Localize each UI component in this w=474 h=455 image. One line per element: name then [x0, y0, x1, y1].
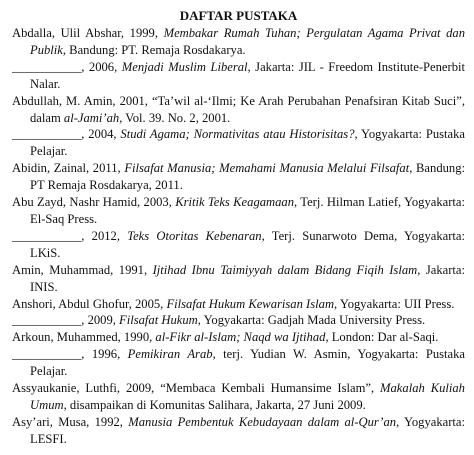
reference-text: , Bandung: PT. Remaja Rosdakarya.	[62, 42, 246, 57]
reference-list	[12, 25, 465, 448]
reference-entry	[12, 126, 465, 160]
reference-title-italic: al-Jami’ah	[63, 110, 120, 125]
reference-text: Abdullah, M. Amin, 2001, “Ta’wil al-‘Ilmi; Ke Arah Perubahan Penafsiran Kitab Suci”, dalam	[12, 93, 465, 125]
reference-title-italic: Kritik Teks Keagamaan	[175, 195, 295, 210]
reference-entry	[12, 160, 465, 194]
reference-text: Abdalla, Ulil Abshar, 1999,	[12, 26, 164, 40]
reference-text: , Jakarta: JIL - Freedom Institute-Penerbit Nalar.	[30, 59, 465, 91]
reference-text: Abu Zayd, Nashr Hamid, 2003,	[12, 195, 176, 210]
reference-entry	[12, 262, 465, 296]
reference-title-italic: Manusia Pembentuk Kebudayaan dalam al-Qur’an	[128, 414, 397, 429]
reference-title-italic: Membakar Rumah Tuhan; Pergulatan Agama Privat dan Publik	[30, 26, 465, 57]
bibliography-page	[12, 8, 465, 448]
reference-title-italic: Studi Agama; Normativitas atau Historisitas?	[120, 127, 355, 142]
reference-entry	[12, 380, 465, 414]
reference-entry	[12, 296, 465, 313]
reference-title-italic: al-Fikr al-Islam; Naqd wa Ijtihad	[155, 330, 326, 345]
reference-text: , disampaikan di Komunitas Salihara, Jakarta, 27 Juni 2009.	[63, 397, 366, 412]
reference-title-italic: Filsafat Manusia; Memahami Manusia Melalui Filsafat	[124, 161, 410, 176]
reference-text: , Yogyakarta: Gadjah Mada University Press.	[197, 313, 426, 328]
reference-entry	[12, 59, 465, 93]
reference-entry	[12, 194, 465, 228]
reference-text: ___________, 2006,	[12, 59, 122, 74]
reference-text: Abidin, Zainal, 2011,	[12, 161, 125, 176]
reference-title-italic: Menjadi Muslim Liberal	[121, 59, 248, 74]
reference-entry	[12, 228, 465, 262]
reference-entry	[12, 93, 465, 127]
reference-text: , Vol. 39. No. 2, 2001.	[119, 110, 231, 125]
reference-text: , London: Dar al-Saqi.	[325, 330, 439, 345]
reference-text: Arkoun, Muhammed, 1990,	[12, 330, 156, 345]
reference-text: Asy’ari, Musa, 1992,	[12, 414, 129, 429]
reference-title-italic: Ijtihad Ibnu Taimiyyah dalam Bidang Fiqih Islam	[152, 262, 418, 277]
reference-text: ___________, 2004,	[12, 127, 121, 142]
reference-title-italic: Makalah Kuliah Umum	[30, 381, 465, 412]
reference-text: , Yogyakarta: Pustaka Pelajar.	[30, 127, 465, 159]
reference-text: ___________, 1996,	[12, 347, 128, 362]
reference-text: , Yogyakarta: UII Press.	[334, 296, 455, 311]
reference-text: , Jakarta: INIS.	[30, 262, 465, 294]
reference-text: , Terj. Hilman Latief, Yogyakarta: El-Saq Press.	[30, 195, 466, 226]
reference-entry	[12, 312, 465, 329]
page-title: DAFTAR PUSTAKA	[179, 8, 298, 23]
reference-title-italic: Teks Otoritas Kebenaran	[127, 228, 262, 243]
reference-title-italic: Filsafat Hukum	[119, 313, 198, 328]
reference-text: Assyaukanie, Luthfi, 2009, “Membaca Kembali Humansime Islam”,	[12, 381, 381, 396]
reference-text: , Terj. Sunarwoto Dema, Yogyakarta: LKiS.	[30, 228, 466, 260]
reference-entry	[12, 25, 465, 59]
reference-entry	[12, 414, 465, 448]
reference-text: Anshori, Abdul Ghofur, 2005,	[12, 296, 167, 311]
reference-text: ___________, 2012,	[12, 228, 128, 243]
reference-text: , terj. Yudian W. Asmin, Yogyakarta: Pustaka Pelajar.	[30, 347, 465, 379]
reference-entry	[12, 329, 465, 346]
reference-text: , Yogyakarta: LESFI.	[30, 414, 466, 446]
reference-title-italic: Pemikiran Arab	[127, 347, 213, 362]
reference-entry	[12, 346, 465, 380]
reference-text: Amin, Muhammad, 1991,	[12, 262, 153, 277]
reference-title-italic: Filsafat Hukum Kewarisan Islam	[166, 296, 335, 311]
reference-text: ___________, 2009,	[12, 313, 120, 328]
reference-text: , Bandung: PT Remaja Rosdakarya, 2011.	[30, 161, 466, 193]
